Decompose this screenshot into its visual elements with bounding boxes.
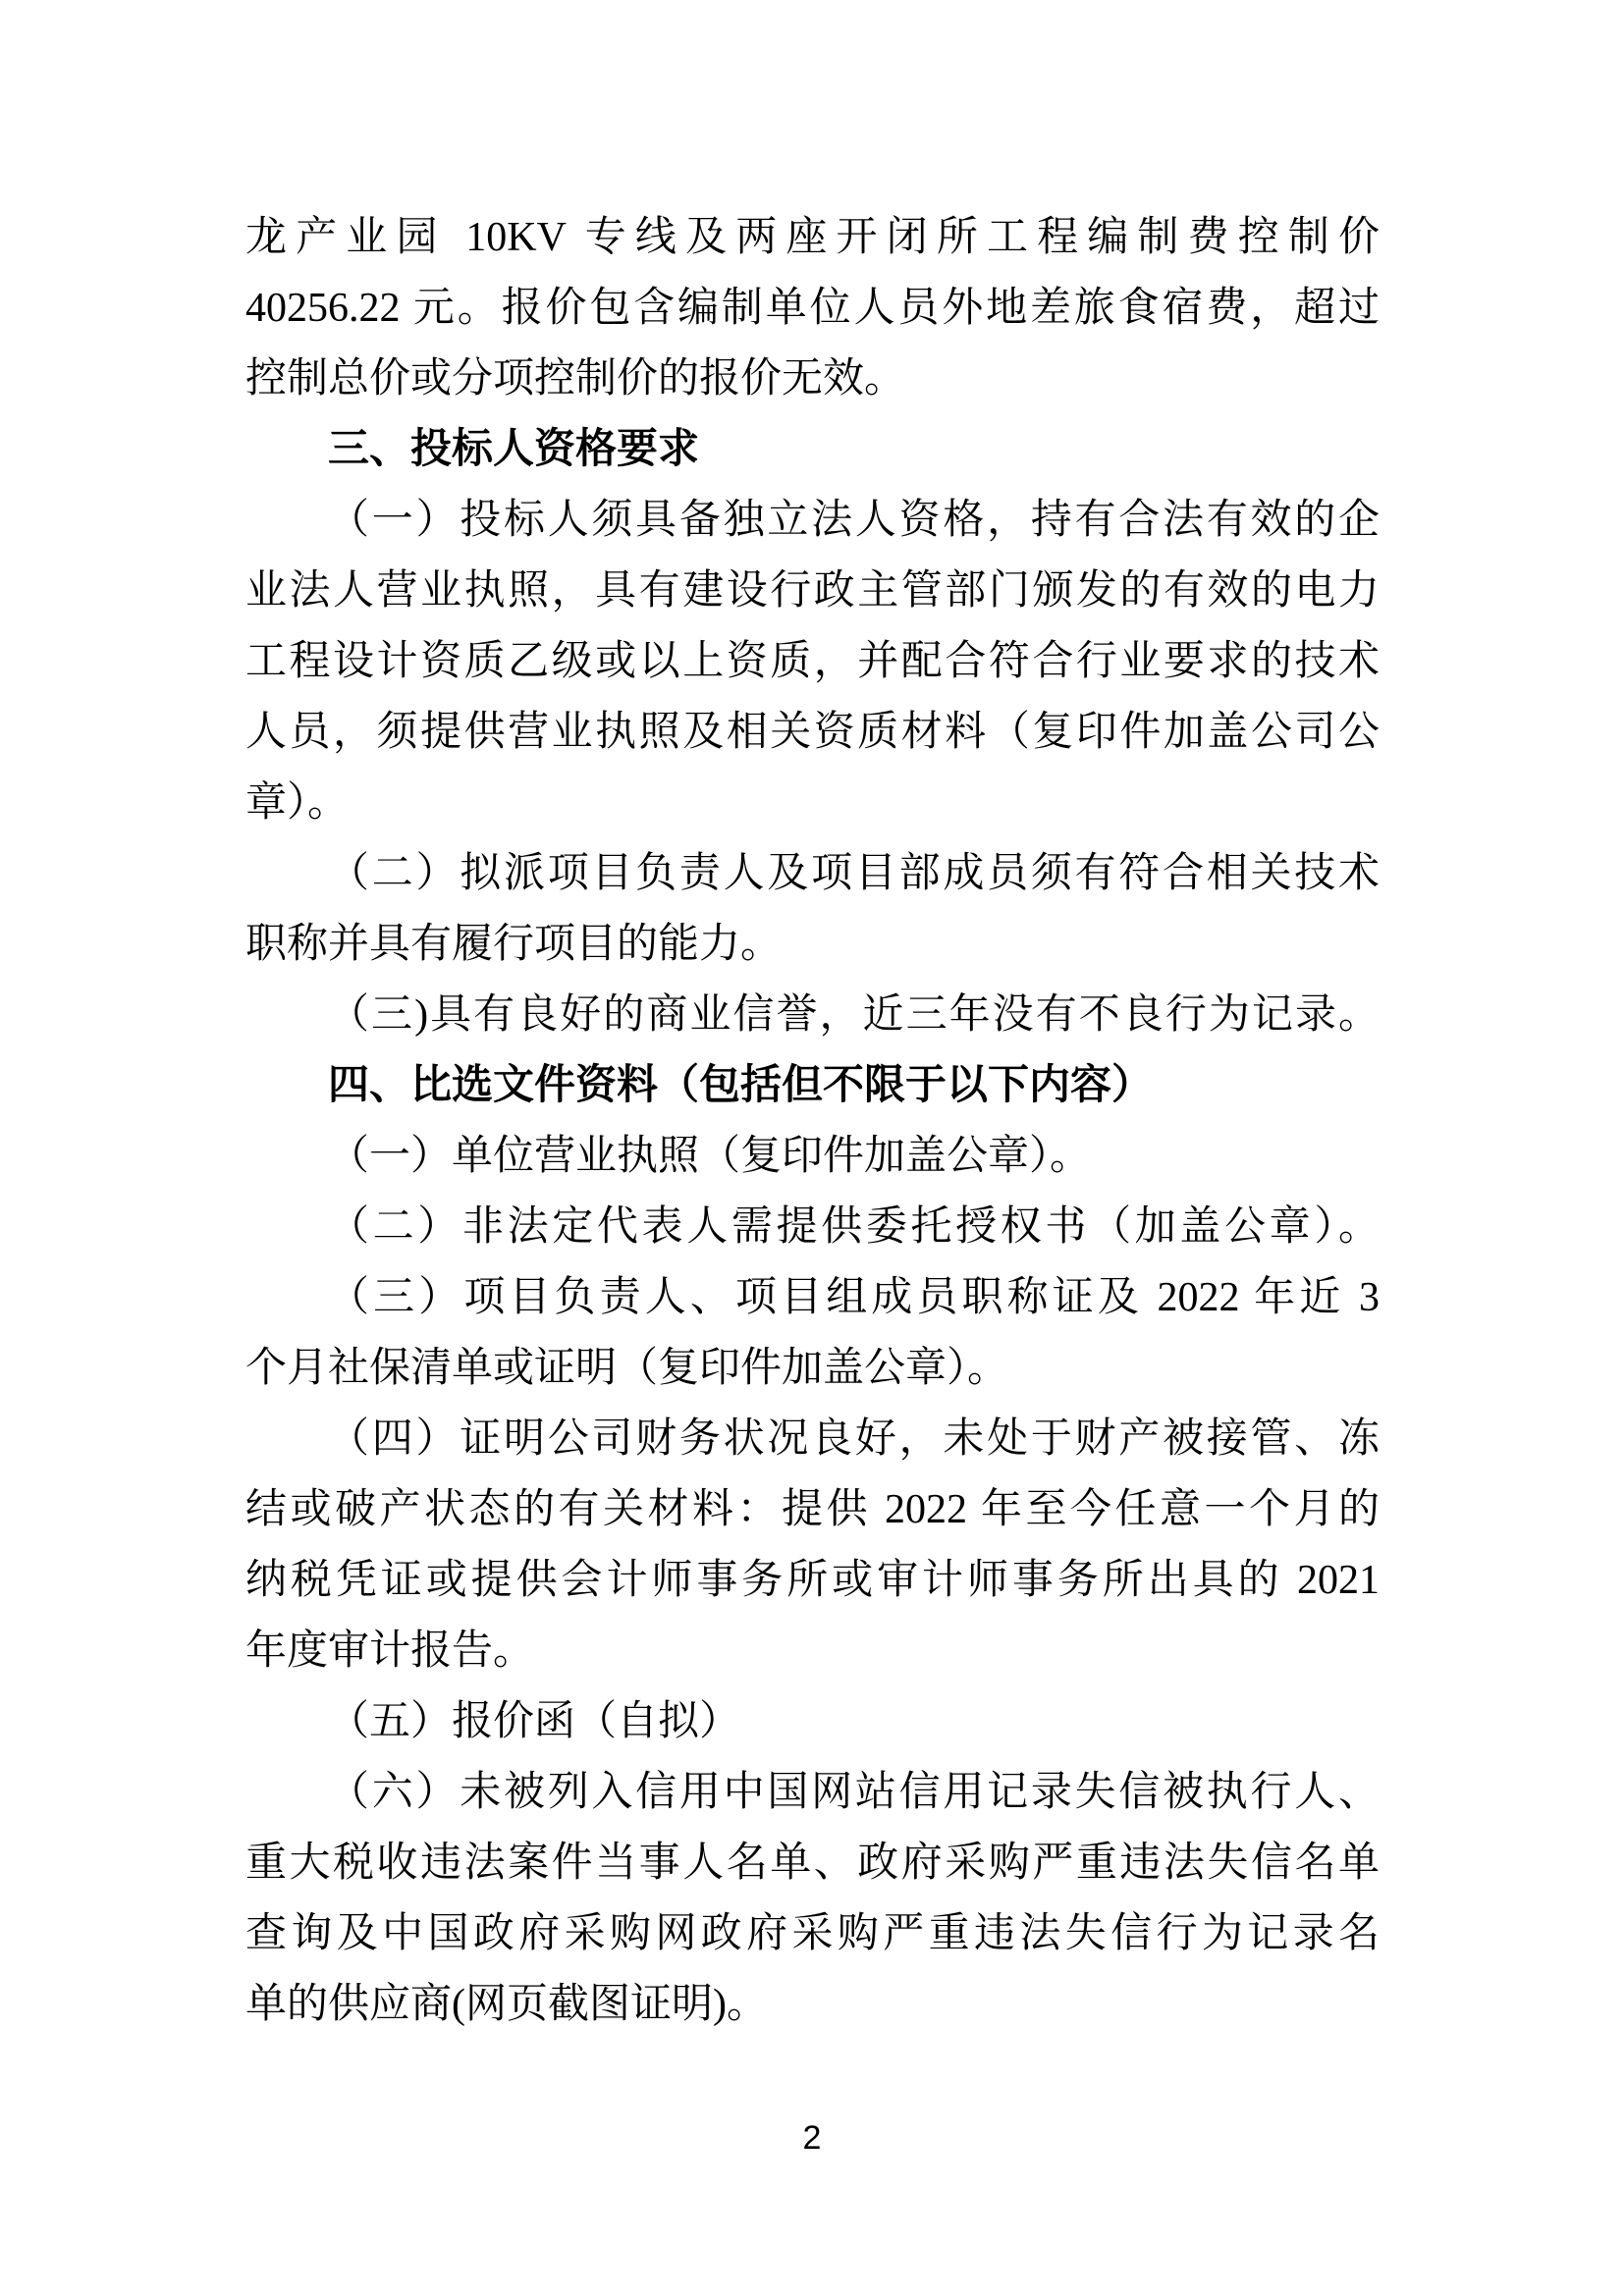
body-line: 查询及中国政府采购网政府采购严重违法失信行为记录名	[245, 1911, 1380, 1956]
body-line: （六）未被列入信用中国网站信用记录失信被执行人、	[328, 1770, 1380, 1815]
page-number: 2	[802, 2119, 822, 2157]
body-line: （三）项目负责人、项目组成员职称证及 2022 年近 3	[328, 1275, 1380, 1320]
body-line: （五）报价函（自拟）	[328, 1699, 741, 1744]
body-line: （二）拟派项目负责人及项目部成员须有符合相关技术	[328, 851, 1380, 896]
body-line: （一）单位营业执照（复印件加盖公章）。	[328, 1134, 1092, 1179]
body-line: 年度审计报告。	[245, 1629, 535, 1674]
body-line: （三)具有良好的商业信誉，近三年没有不良行为记录。	[328, 992, 1380, 1038]
body-line: 个月社保清单或证明（复印件加盖公章）。	[245, 1346, 1009, 1391]
section-heading: 三、投标人资格要求	[328, 427, 700, 472]
body-line: 40256.22 元。报价包含编制单位人员外地差旅食宿费，超过	[245, 286, 1380, 331]
body-line: 职称并具有履行项目的能力。	[245, 922, 783, 967]
body-line: 工程设计资质乙级或以上资质，并配合符合行业要求的技术	[245, 639, 1380, 684]
body-line: 龙产业园 10KV 专线及两座开闭所工程编制费控制价	[245, 215, 1380, 260]
body-line: （四）证明公司财务状况良好，未处于财产被接管、冻	[328, 1416, 1380, 1462]
body-line: 单的供应商(网页截图证明)。	[245, 1982, 768, 2027]
body-line: 纳税凭证或提供会计师事务所或审计师事务所出具的 2021	[245, 1558, 1380, 1603]
body-line: 章）。	[245, 780, 350, 826]
document-body	[245, 202, 1380, 2040]
body-line: 结或破产状态的有关材料：提供 2022 年至今任意一个月的	[245, 1487, 1380, 1532]
body-line: 控制总价或分项控制价的报价无效。	[245, 356, 906, 401]
body-line: （一）投标人须具备独立法人资格，持有合法有效的企	[328, 498, 1380, 543]
section-heading: 四、比选文件资料（包括但不限于以下内容）	[328, 1063, 1154, 1108]
body-line: 重大税收违法案件当事人名单、政府采购严重违法失信名单	[245, 1841, 1380, 1886]
body-line: 业法人营业执照，具有建设行政主管部门颁发的有效的电力	[245, 568, 1380, 614]
body-line: （二）非法定代表人需提供委托授权书（加盖公章）。	[328, 1204, 1380, 1250]
body-line: 人员，须提供营业执照及相关资质材料（复印件加盖公司公	[245, 710, 1380, 755]
page-footer	[0, 2118, 1624, 2158]
